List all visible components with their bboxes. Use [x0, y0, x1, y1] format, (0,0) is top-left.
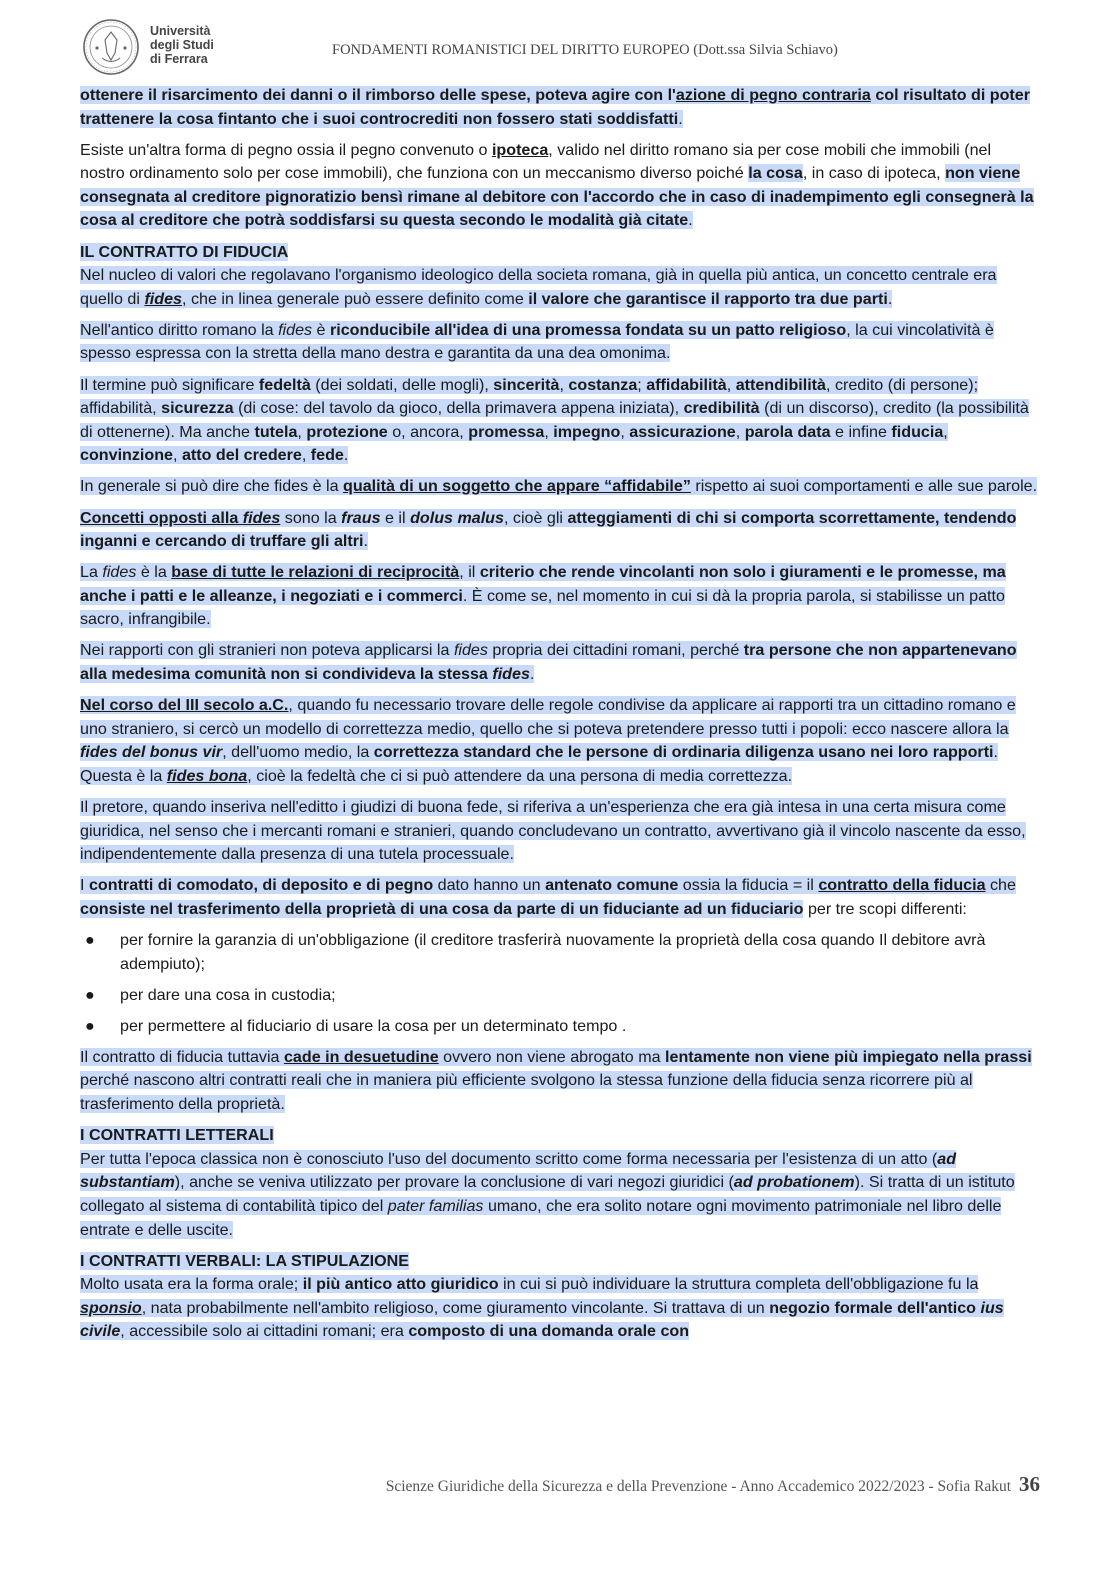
- paragraph: Il termine può significare fedeltà (dei soldati, delle mogli), sincerità, costanza; affidabilità, attendibilità, credito (di persone); affidabilità, sicurezza (di cose: del tavolo da gioco, della primavera appena iniziata), credibilità (di un discorso), credito (la possibilità di ottenerne). Ma anche tutela, protezione o, ancora, promessa, impegno, assicurazione, parola data e infine fiducia, convinzione, atto del credere, fede.: [80, 375, 1029, 465]
- section-heading-fiducia: IL CONTRATTO DI FIDUCIA: [80, 242, 289, 261]
- paragraph: ottenere il risarcimento dei danni o il rimborso delle spese, poteva agire con l'azione di pegno contraria col risultato di poter trattenere la cosa fintanto che i suoi controcrediti non fossero stati soddisfatti.: [80, 86, 1031, 128]
- paragraph: I contratti di comodato, di deposito e di pegno dato hanno un antenato comune ossia la fiducia = il contratto della fiducia che consiste nel trasferimento della proprietà di una cosa da parte di un fiduciante ad un fiduciario per tre scopi differenti:: [80, 876, 1016, 918]
- section-heading-stipulazione: I CONTRATTI VERBALI: LA STIPULAZIONE: [80, 1251, 410, 1270]
- paragraph: Nell'antico diritto romano la fides è riconducibile all'idea di una promessa fondata su un patto religioso, la cui vincolatività è spesso espressa con la stretta della mano destra e garantita da una dea omonima.: [80, 320, 994, 363]
- course-title: FONDAMENTI ROMANISTICI DEL DIRITTO EUROPEO (Dott.ssa Silvia Schiavo): [332, 42, 838, 58]
- bullet-icon: ●: [85, 1016, 95, 1035]
- page-footer: [300, 1472, 1040, 1502]
- bullet-icon: ●: [85, 931, 95, 949]
- page-number: 36: [1019, 1472, 1040, 1496]
- list-item: ● per fornire la garanzia di un'obbligazione (il creditore trasferirà nuovamente la proprietà della cosa quando Il debitore avrà adempiuto);: [85, 931, 986, 973]
- university-seal-logo: [82, 18, 140, 76]
- paragraph: In generale si può dire che fides è la qualità di un soggetto che appare “affidabile” rispetto ai suoi comportamenti e alle sue parole.: [80, 477, 1038, 496]
- section-heading-letterali: I CONTRATTI LETTERALI: [80, 1126, 274, 1145]
- bullet-icon: ●: [85, 985, 95, 1004]
- paragraph: Nei rapporti con gli stranieri non poteva applicarsi la fides propria dei cittadini romani, perché tra persone che non appartenevano alla medesima comunità non si condivideva la stessa fides.: [80, 641, 1017, 684]
- paragraph: Molto usata era la forma orale; il più antico atto giuridico in cui si può individuare la struttura completa dell'obbligazione fu la sponsio, nata probabilmente nell'ambito religioso, come giuramento vincolante. Si trattava di un negozio formale dell'antico ius civile, accessibile solo ai cittadini romani; era composto di una domanda orale con: [80, 1275, 1004, 1341]
- paragraph: Nel nucleo di valori che regolavano l'organismo ideologico della societa romana, già in quella più antica, un concetto centrale era quello di fides, che in linea generale può essere definito come il valore che garantisce il rapporto tra due parti.: [80, 266, 997, 308]
- paragraph: Esiste un'altra forma di pegno ossia il pegno convenuto o ipoteca, valido nel diritto romano sia per cose mobili che immobili (nel nostro ordinamento solo per cose immobili), che funziona con un meccanismo diverso poiché la cosa, in caso di ipoteca, non viene consegnata al creditore pignoratizio bensì rimane al debitore con l'accordo che in caso di inadempimento egli consegnerà la cosa al creditore che potrà soddisfarsi su questa secondo le modalità già citate.: [80, 140, 1034, 230]
- paragraph: La fides è la base di tutte le relazioni di reciprocità, il criterio che rende vincolanti non solo i giuramenti e le promesse, ma anche i patti e le alleanze, i negoziati e i commerci. È come se, nel momento in cui si dà la propria parola, si stabilisse un patto sacro, infrangibile.: [80, 563, 1006, 629]
- list-item: ● per dare una cosa in custodia;: [80, 984, 1038, 1008]
- paragraph: Il pretore, quando inseriva nell'editto i giudizi di buona fede, si riferiva a un'esperienza che era già intesa in una certa misura come giuridica, nel senso che i mercanti romani e stranieri, quando concludevano un contratto, avvertivano già il vincolo nascente da esso, indipendentemente dalla presenza di una tutela processuale.: [80, 798, 1026, 864]
- paragraph: Concetti opposti alla fides sono la fraus e il dolus malus, cioè gli atteggiamenti di chi si comporta scorrettamente, tendendo inganni e cercando di truffare gli altri.: [80, 508, 1017, 551]
- paragraph: Per tutta l'epoca classica non è conosciuto l'uso del documento scritto come forma necessaria per l'esistenza di un atto (ad substantiam), anche se veniva utilizzato per provare la conclusione di vari negozi giuridici (ad probationem). Si tratta di un istituto collegato al sistema di contabilità tipico del pater familias umano, che era solito notare ogni movimento patrimoniale nel libro delle entrate e delle uscite.: [80, 1149, 1015, 1239]
- university-name: Università degli Studi di Ferrara: [150, 24, 214, 66]
- footer-text: Scienze Giuridiche della Sicurezza e della Prevenzione - Anno Accademico 2022/2023 - Sofia Rakut: [385, 1478, 1012, 1495]
- page-header: [0, 0, 1118, 84]
- page-body: [80, 84, 1038, 1352]
- paragraph: Nel corso del III secolo a.C., quando fu necessario trovare delle regole condivise da applicare ai rapporti tra un cittadino romano e uno straniero, si cercò un modello di correttezza medio, quello che si poteva pretendere presso tutti i popoli: ecco nascere allora la fides del bonus vir, dell'uomo medio, la correttezza standard che le persone di ordinaria diligenza usano nei loro rapporti. Questa è la fides bona, cioè la fedeltà che ci si può attendere da una persona di media correttezza.: [80, 696, 1016, 785]
- bullet-list: [80, 929, 1038, 1038]
- list-item: ● per permettere al fiduciario di usare la cosa per un determinato tempo .: [80, 1015, 1038, 1039]
- paragraph: Il contratto di fiducia tuttavia cade in desuetudine ovvero non viene abrogato ma lentamente non viene più impiegato nella prassi perché nascono altri contratti reali che in maniera più efficiente svolgono la stessa funzione della fiducia senza ricorrere più al trasferimento della proprietà.: [80, 1047, 1032, 1114]
